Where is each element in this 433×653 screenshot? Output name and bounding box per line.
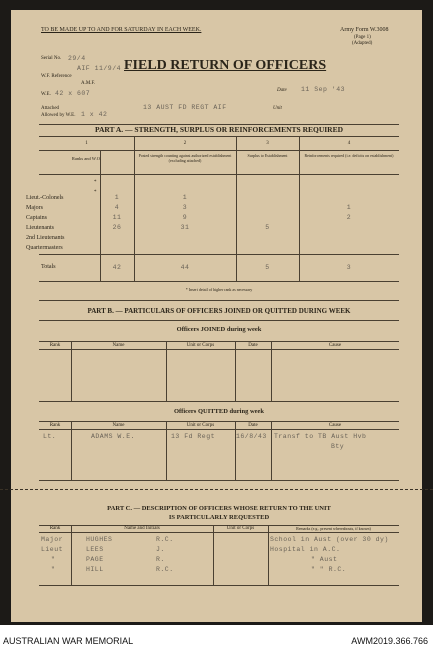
request-remarks: " Aust — [311, 556, 338, 563]
unit-value: 13 AUST FD REGT AIF — [143, 104, 227, 111]
request-initials: R.C. — [156, 536, 174, 543]
col-unit: Unit or Corps — [186, 343, 215, 348]
quitted-unit: 13 Fd Regt — [171, 433, 216, 440]
request-remarks: Hospital in A.C. — [270, 546, 341, 553]
quitted-name: ADAMS W.E. — [91, 433, 136, 440]
col-date: Date — [248, 423, 258, 428]
col-cause: Cause — [328, 343, 342, 348]
col-header-surplus: Surplus to Establishment — [247, 153, 288, 158]
cell-value: 26 — [112, 224, 122, 231]
part-c-title: PART C. — DESCRIPTION OF OFFICERS WHOSE RETURN TO THE UNIT — [107, 505, 331, 512]
allowed-value: 1 x 42 — [81, 111, 108, 118]
allowed-label: Allowed by W.E. — [41, 113, 76, 118]
rank-lieutenants: Lieutenants — [26, 225, 54, 231]
request-initials: J. — [156, 546, 165, 553]
col-number-1: 1 — [85, 141, 88, 146]
rule — [39, 136, 399, 137]
cell-value: 2 — [346, 214, 352, 221]
request-rank: " — [51, 566, 56, 573]
form-number: Army Form W.3008 — [340, 27, 389, 33]
unit-label: Unit — [273, 106, 282, 111]
rank-quartermasters: Quartermasters — [26, 245, 63, 251]
footer-institution: AUSTRALIAN WAR MEMORIAL — [3, 636, 134, 646]
tear-line — [0, 489, 433, 490]
rank-2nd-lieutenants: 2nd Lieutenants — [26, 235, 65, 241]
rule — [39, 300, 399, 301]
rank-lieut-colonels: Lieut.-Colonels — [26, 195, 64, 201]
serial-label: Serial No. — [41, 56, 62, 61]
rank-majors: Majors — [26, 205, 43, 211]
cell-value: 1 — [114, 194, 120, 201]
cell-value: 3 — [182, 204, 188, 211]
col-header-reinforcements: Reinforcements required (i.e. deficits on establishment) — [304, 153, 394, 158]
quitted-cause: Transf to TB Aust Hvb — [274, 433, 367, 440]
aif-value: AIF 11/9/4 — [77, 65, 122, 72]
part-c-title-line2: IS PARTICULARLY REQUESTED — [168, 514, 270, 521]
form-adapted: (Adapted) — [352, 41, 373, 46]
col-header-posted: Posted strength counting against authorized establishment (excluding attached) — [138, 153, 232, 163]
request-initials: R.C. — [156, 566, 174, 573]
part-a-title: PART A. — STRENGTH, SURPLUS OR REINFORCEMENTS REQUIRED — [94, 125, 344, 134]
totals-label: Totals — [41, 264, 56, 270]
total-value: 42 — [112, 264, 122, 271]
col-unit: Unit or Corps — [226, 526, 255, 531]
form-page-number: (Page 1) — [354, 35, 371, 40]
col-remarks: Remarks (e.g., present whereabouts, if known) — [296, 526, 371, 531]
quitted-rank: Lt. — [43, 433, 57, 440]
top-instruction: TO BE MADE UP TO AND FOR SATURDAY IN EACH WEEK. — [41, 27, 202, 33]
request-name: PAGE — [86, 556, 104, 563]
quitted-cause-cont: Bty — [331, 443, 345, 450]
serial-value: 29/4 — [68, 55, 86, 62]
request-name: LEES — [86, 546, 104, 553]
part-a-footnote: * Insert detail of higher rank as necessary — [185, 287, 253, 292]
asterisk-marker: * — [94, 180, 97, 185]
col-date: Date — [248, 343, 258, 348]
total-value: 44 — [180, 264, 190, 271]
part-b-title: PART B. — PARTICULARS OF OFFICERS JOINED OR QUITTED DURING WEEK — [87, 307, 351, 315]
wf-reference-label: W.F. Reference — [41, 74, 72, 79]
col-number-2: 2 — [183, 141, 187, 146]
request-remarks: " " R.C. — [311, 566, 347, 573]
request-initials: R. — [156, 556, 165, 563]
rank-captains: Captains — [26, 215, 47, 221]
col-rank: Rank — [49, 423, 61, 428]
cell-value: 11 — [112, 214, 122, 221]
attached-label: Attached — [41, 106, 60, 111]
form-title: FIELD RETURN OF OFFICERS — [124, 58, 327, 73]
cell-value: 1 — [346, 204, 352, 211]
amf-label: A.M.F. — [81, 81, 96, 86]
cell-value: 31 — [180, 224, 190, 231]
col-name-initials: Name and Initials — [124, 526, 160, 531]
request-name: HILL — [86, 566, 104, 573]
rule — [39, 320, 399, 321]
cell-value: 4 — [114, 204, 120, 211]
request-rank: Major — [41, 536, 64, 543]
col-rank: Rank — [49, 343, 61, 348]
col-cause: Cause — [328, 423, 342, 428]
request-rank: Lieut — [41, 546, 64, 553]
col-header-ranks: Ranks and W.O. — [71, 156, 102, 161]
col-name: Name — [112, 423, 125, 428]
asterisk-marker: * — [94, 190, 97, 195]
col-name: Name — [112, 343, 125, 348]
quitted-date: 16/8/43 — [236, 433, 267, 440]
form-page — [11, 10, 422, 622]
total-value: 5 — [265, 264, 270, 271]
cell-value: 5 — [265, 224, 270, 231]
col-number-3: 3 — [266, 141, 269, 146]
footer-accession-number: AWM2019.366.766 — [351, 636, 428, 646]
date-label: Date — [277, 88, 287, 93]
total-value: 3 — [346, 264, 352, 271]
col-number-4: 4 — [347, 141, 351, 146]
request-remarks: School in Aust (over 30 dy) — [270, 536, 389, 543]
date-value: 11 Sep '43 — [301, 86, 346, 93]
request-rank: " — [51, 556, 56, 563]
col-unit: Unit or Corps — [186, 423, 215, 428]
joined-title: Officers JOINED during week — [176, 326, 262, 333]
quitted-title: Officers QUITTED during week — [173, 408, 265, 415]
cell-value: 1 — [182, 194, 188, 201]
cell-value: 9 — [182, 214, 188, 221]
we-label: W.E. — [41, 92, 51, 97]
we-value: 42 x 607 — [55, 90, 91, 97]
col-rank: Rank — [49, 526, 61, 531]
request-name: HUGHES — [86, 536, 113, 543]
